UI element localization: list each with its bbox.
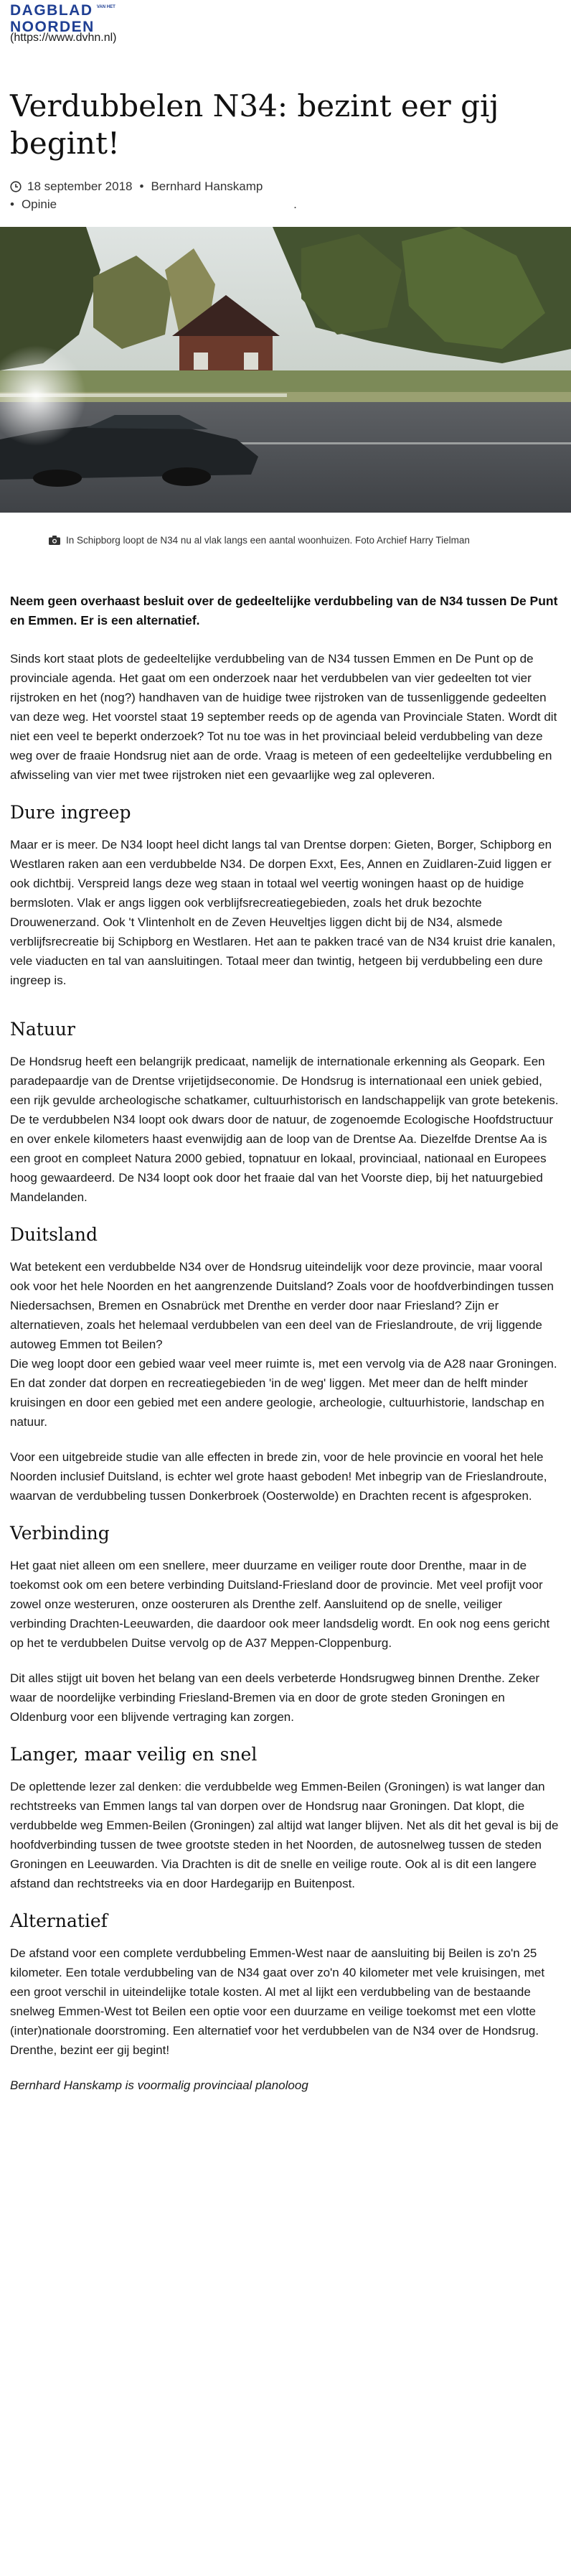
image-caption bbox=[0, 513, 571, 573]
category-bullet: • bbox=[10, 197, 14, 211]
site-header bbox=[0, 0, 571, 63]
heading-duitsland: Duitsland bbox=[10, 1224, 98, 1245]
article-author[interactable]: Bernhard Hanskamp bbox=[151, 179, 263, 193]
heading-natuur: Natuur bbox=[10, 1019, 75, 1040]
paragraph-dure-ingreep: Maar er is meer. De N34 loopt heel dicht langs tal van Drentse dorpen: Gieten, Borger, Schipborg en Westlaren raken aan een verdubbelde N34. De dorpen Exxt, Ees, Annen en Zuidlaren-Zuid liggen er ook dichtbij. Verspreid langs deze weg staan in totaal wel veertig woningen haast op de huidige bermsloten. Vlak er angs liggen ook verblijfsrecreatiegebieden, zoals het druk bezochte Drouwenerzand. Ook 't Vlintenholt en de Zeven Heuveltjes liggen dicht bij de N34, alsmede verblijfsrecreatie bij Schipborg en Westlaren. Het aan te pakken tracé van de N34 kruist drie kanalen, vele viaducten en tal van aansluitingen. Totaal meer dan twintig, hetgeen bij verdubbeling een dure ingreep is. bbox=[10, 838, 556, 987]
heading-verbinding: Verbinding bbox=[10, 1523, 110, 1544]
article-category-row bbox=[10, 197, 561, 213]
paragraph-langer: De oplettende lezer zal denken: die verdubbelde weg Emmen-Beilen (Groningen) is wat langer dan rechtstreeks van Emmen langs tal van dorpen over de Hondsrug naar Groningen. Dat klopt, die verdubbelde weg Emmen-Beilen (Groningen) zal altijd wat langer blijven. Net als dit het geval is bij de hoofdverbinding tussen de twee grootste steden in het Noorden, de autosnelweg tussen de steden Groningen en Leeuwarden. Via Drachten is dit de snelle en veilige route. Ook al is dit een langere afstand dan rechtstreeks via en door Hardegarijp en Buitenpost. bbox=[10, 1780, 559, 1890]
article-meta bbox=[10, 178, 561, 195]
logo-wordmark bbox=[10, 3, 95, 34]
paragraph-duitsland-1 bbox=[10, 1257, 561, 1432]
camera-icon bbox=[49, 536, 60, 545]
article-title: Verdubbelen N34: bezint eer gij begint! bbox=[10, 88, 499, 161]
logo-tagline: VAN HET bbox=[96, 5, 115, 9]
meta-separator: • bbox=[139, 179, 144, 193]
paragraph-duitsland-1b: Die weg loopt door een gebied waar veel meer ruimte is, met een vervolg via de A28 naar Groningen. En dat zonder dat dorpen en recreatiegebieden 'in de weg' liggen. Met meer dan de helft minder kruisingen en door een gebied met een andere geologie, archeologie, cultuurhistorie, landschap en natuur. bbox=[10, 1357, 557, 1429]
paragraph-intro: Sinds kort staat plots de gedeeltelijke verdubbeling van de N34 tussen Emmen en De Punt op de provinciale agenda. Het gaat om een onderzoek naar het verdubbelen van vier gedeelten tot vier rijstroken en het (nog?) handhaven van de huidige twee rijstroken van de tussenliggende gedeelten van deze weg. Het voorstel staat 19 september reeds op de agenda van Provinciale Staten. Wordt dit niet een veel te beperkt onderzoek? Tot nu toe was in het provinciaal beleid verdubbeling van deze weg over de fraaie Hondsrug niet aan de orde. Vraag is meteen of een gedeeltelijke verdubbeling en afwisseling van vier met twee rijstroken niet een gevaarlijke weg zal opleveren. bbox=[10, 652, 557, 782]
image-caption-text: In Schipborg loopt de N34 nu al vlak langs een aantal woonhuizen. Foto Archief Harry Tielman bbox=[66, 535, 470, 546]
paragraph-alternatief: De afstand voor een complete verdubbeling Emmen-West naar de aansluiting bij Beilen is zo'n 25 kilometer. Een totale verdubbeling van de N34 gaat over zo'n 40 kilometer met vele kruisingen, met een groot verschil in uiteindelijke totale kosten. Al met al lijkt een verdubbeling van de bestaande snelweg Emmen-West tot Beilen een optie voor een duurzame en veilige toekomst met een vlotte (inter)nationale doorstroming. Een alternatief voor het verdubbelen van de N34 over de Hondsrug. Drenthe, bezint eer gij begint! bbox=[10, 1946, 545, 2057]
paragraph-duitsland-2: Voor een uitgebreide studie van alle effecten in brede zin, voor de hele provincie en vooral het hele Noorden inclusief Duitsland, is echter wel grote haast geboden! Met inbegrip van de Frieslandroute, waarvan de verdubbeling tussen Donkerbroek (Oosterwolde) en Drachten recent is afgesproken. bbox=[10, 1450, 547, 1503]
paragraph-duitsland-1a: Wat betekent een verdubbelde N34 over de Hondsrug uiteindelijk voor deze provincie, maar vooral ook voor het hele Noorden en het aangrenzende Duitsland? Zoals voor de hoofdverbindingen tussen Niedersachsen, Bremen en Osnabrück met Drenthe en verder door naar Friesland? Zijn er alternatieven, zoals het helemaal verdubbelen van een deel van de Frieslandroute, de vrij liggende autoweg Emmen tot Beilen? bbox=[10, 1260, 554, 1351]
article-lead: Neem geen overhaast besluit over de gedeeltelijke verdubbeling van de N34 tussen De Punt en Emmen. Er is een alternatief. bbox=[10, 594, 558, 627]
paragraph-natuur: De Hondsrug heeft een belangrijk predicaat, namelijk de internationale erkenning als Geopark. Een paradepaardje van de Drentse vrijetijdseconomie. De Hondsrug is internationaal een uniek gebied, een rijk gevulde archeologische schatkamer, cultuurhistorisch en landschappelijk van grote betekenis. De te verdubbelen N34 loopt ook dwars door de natuur, de zogenoemde Ecologische Hoofdstructuur en over enkele kilometers haast evenwijdig aan de loop van de Drentse Aa. Diezelfde Drentse Aa is een groot en compleet Natura 2000 gebied, topnatuur en lokaal, provinciaal, nationaal en Europees hoog gewaardeerd. De N34 loopt ook door het fraaie dal van het Voorste diep, bij het natuurgebied Mandelanden. bbox=[10, 1055, 559, 1204]
heading-dure-ingreep: Dure ingreep bbox=[10, 802, 131, 823]
article-header bbox=[0, 63, 571, 213]
clock-icon bbox=[10, 181, 22, 192]
logo-line-1: DAGBLAD bbox=[10, 2, 93, 19]
paragraph-verbinding-1: Het gaat niet alleen om een snellere, meer duurzame en veiliger route door Drenthe, maar in de toekomst ook om een betere verbinding Duitsland-Friesland door de provincie. Met veel profijt voor zowel onze westeruren, onze oosteruren als Drenthe zelf. Aansluitend op de snelle, veiliger verbinding Drachten-Leeuwarden, die daardoor ook meer landsdelig wordt. En ook nog eens gericht op het te verdubbelen Duitse vervolg op de A37 Meppen-Cloppenburg. bbox=[10, 1559, 550, 1650]
heading-langer-veilig-snel: Langer, maar veilig en snel bbox=[10, 1744, 258, 1765]
logo-line-2: NOORDEN bbox=[10, 19, 95, 35]
paragraph-verbinding-2: Dit alles stijgt uit boven het belang van een deels verbeterde Hondsrugweg binnen Drenthe. Zeker waar de noordelijke verbinding Friesland-Bremen via en door de grote steden Groningen en Oldenburg voor een blijvende vertraging kan zorgen. bbox=[10, 1671, 540, 1724]
article-body bbox=[0, 573, 571, 2095]
meta-trailing-mark: . bbox=[293, 197, 297, 211]
article-category[interactable]: Opinie bbox=[21, 197, 57, 211]
hero-photo bbox=[0, 227, 571, 513]
site-url-link[interactable]: (https://www.dvhn.nl) bbox=[10, 32, 117, 44]
author-bio: Bernhard Hanskamp is voormalig provinciaal planoloog bbox=[10, 2078, 308, 2092]
article-date: 18 september 2018 bbox=[27, 179, 133, 193]
heading-alternatief: Alternatief bbox=[10, 1910, 108, 1931]
